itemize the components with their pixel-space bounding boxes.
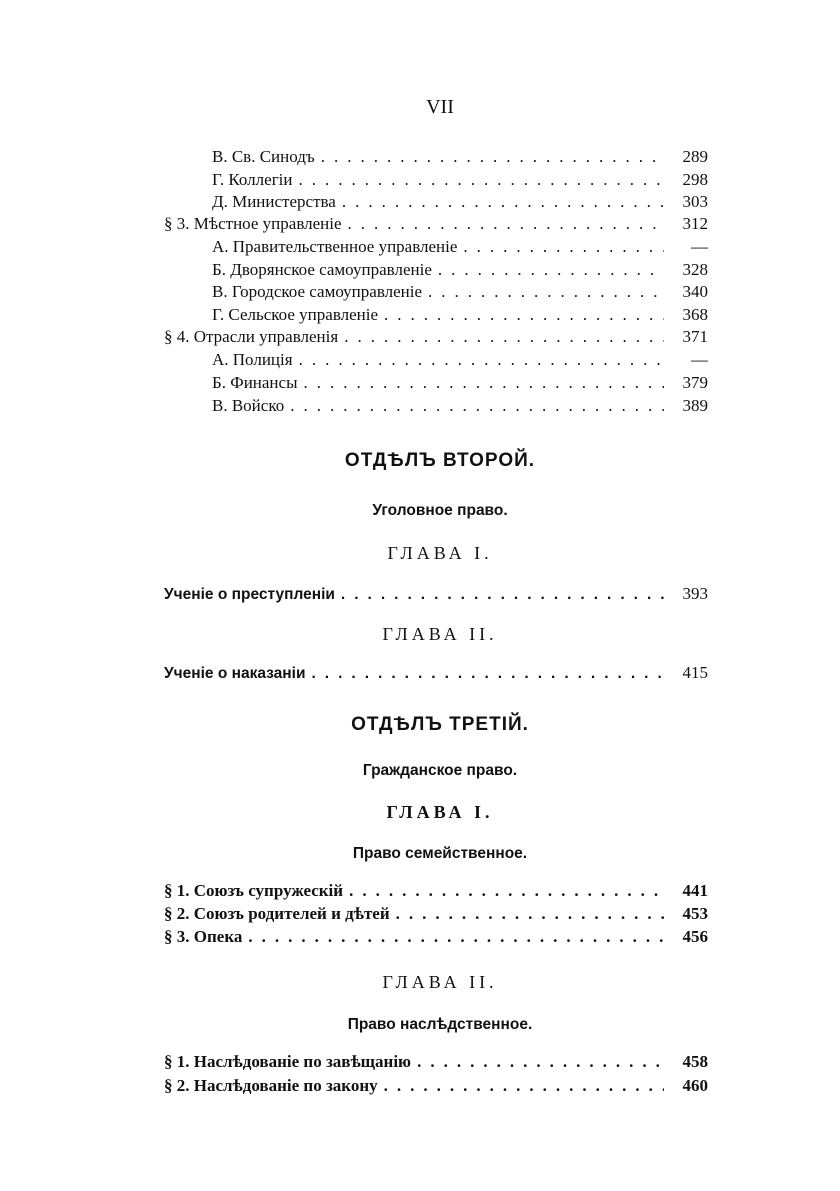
- toc-entry-page: 303: [682, 192, 708, 211]
- part-three-chapter-two-title: ГЛАВА II.: [382, 972, 498, 992]
- part-three-chapter-two-subtitle: Право наслѣдственное.: [347, 1016, 533, 1033]
- toc-entry-punishment-theory: [164, 662, 708, 685]
- toc-entry-page: 393: [682, 584, 708, 603]
- page-number: VII: [426, 96, 454, 118]
- toc-entry-page: 460: [682, 1076, 708, 1095]
- toc-entry-label: В. Городское самоуправленіе: [212, 282, 423, 301]
- toc-entry-label: В. Войско: [212, 396, 285, 415]
- toc-entry-page: 441: [682, 881, 708, 900]
- toc-entry-synod: [212, 146, 708, 168]
- toc-entry-city-self-government: [212, 281, 708, 303]
- toc-entry-page: 456: [682, 927, 708, 946]
- toc-entry-label: § 3. Опека: [164, 927, 243, 946]
- part-two-chapter-two-title: ГЛАВА II.: [382, 624, 498, 644]
- toc-entry-rural-administration: [212, 304, 708, 326]
- dot-leader: [304, 372, 665, 394]
- dot-leader: [348, 213, 664, 235]
- toc-entry-page: —: [691, 350, 708, 369]
- dot-leader: [248, 926, 664, 948]
- toc-entry-label: § 4. Отрасли управленія: [164, 327, 339, 346]
- toc-entry-label: В. Св. Синодъ: [212, 147, 315, 166]
- toc-entry-label: Г. Коллегіи: [212, 170, 293, 189]
- dot-leader: [438, 259, 664, 281]
- toc-entry-collegia: [212, 169, 708, 191]
- toc-entry-finances: [212, 372, 708, 394]
- part-three-subtitle: Гражданское право.: [362, 762, 518, 779]
- dot-leader: [342, 191, 664, 213]
- toc-entry-page: 458: [682, 1052, 708, 1071]
- part-three-chapter-one-title: ГЛАВА I.: [386, 802, 494, 822]
- toc-entry-guardianship: [164, 926, 708, 948]
- toc-entry-label: Б. Дворянское самоуправленіе: [212, 260, 432, 279]
- dot-leader: [428, 281, 664, 303]
- toc-entry-page: 371: [682, 327, 708, 346]
- toc-entry-label: § 1. Союзъ супружескій: [164, 881, 344, 900]
- dot-leader: [344, 326, 664, 348]
- toc-entry-page: 328: [682, 260, 708, 279]
- dot-leader: [312, 663, 665, 685]
- toc-entry-page: 379: [682, 373, 708, 392]
- toc-entry-label: Г. Сельское управленіе: [212, 305, 379, 324]
- toc-entry-page: 415: [682, 663, 708, 682]
- toc-entry-label: § 1. Наслѣдованіе по завѣщанію: [164, 1052, 412, 1071]
- dot-leader: [463, 236, 664, 258]
- part-three-chapter-one-subtitle: Право семейственное.: [352, 845, 528, 862]
- dot-leader: [321, 146, 664, 168]
- toc-entry-army: [212, 395, 708, 417]
- toc-entry-label: § 3. Мѣстное управленіе: [164, 214, 342, 233]
- toc-entry-page: 389: [682, 396, 708, 415]
- dot-leader: [341, 584, 664, 606]
- dot-leader: [299, 349, 664, 371]
- toc-entry-branches-of-administration: [164, 326, 708, 348]
- toc-entry-page: 340: [682, 282, 708, 301]
- toc-entry-inheritance-by-will: [164, 1051, 708, 1073]
- toc-entry-label: Д. Министерства: [212, 192, 336, 211]
- toc-entry-parents-children: [164, 903, 708, 925]
- toc-entry-page: 453: [682, 904, 708, 923]
- toc-entry-label: Ученіе о наказаніи: [164, 665, 306, 682]
- part-two-subtitle: Уголовное право.: [372, 502, 508, 519]
- toc-entry-ministries: [212, 191, 708, 213]
- toc-entry-local-administration: [164, 213, 708, 235]
- dot-leader: [384, 1075, 664, 1097]
- toc-entry-label: Б. Финансы: [212, 373, 298, 392]
- dot-leader: [290, 395, 664, 417]
- toc-entry-label: § 2. Союзъ родителей и дѣтей: [164, 904, 390, 923]
- toc-entry-label: Ученіе о преступленіи: [164, 586, 335, 603]
- toc-entry-page: —: [691, 237, 708, 256]
- dot-leader: [417, 1051, 664, 1073]
- toc-entry-label: А. Правительственное управленіе: [212, 237, 458, 256]
- toc-entry-label: А. Полиція: [212, 350, 293, 369]
- dot-leader: [349, 880, 664, 902]
- toc-entry-label: § 2. Наслѣдованіе по закону: [164, 1076, 378, 1095]
- toc-entry-government-administration: [212, 236, 708, 258]
- toc-entry-inheritance-by-law: [164, 1075, 708, 1097]
- dot-leader: [298, 169, 664, 191]
- toc-entry-page: 298: [682, 170, 708, 189]
- toc-entry-crime-theory: [164, 583, 708, 606]
- toc-entry-page: 312: [682, 214, 708, 233]
- dot-leader: [384, 304, 664, 326]
- toc-entry-marriage: [164, 880, 708, 902]
- toc-entry-page: 289: [682, 147, 708, 166]
- toc-entry-page: 368: [682, 305, 708, 324]
- part-three-title: ОТДѢЛЪ ТРЕТІЙ.: [351, 714, 529, 735]
- dot-leader: [396, 903, 664, 925]
- toc-entry-noble-self-government: [212, 259, 708, 281]
- toc-entry-police: [212, 349, 708, 371]
- part-two-chapter-one-title: ГЛАВА I.: [387, 543, 493, 563]
- part-two-title: ОТДѢЛЪ ВТОРОЙ.: [344, 450, 536, 471]
